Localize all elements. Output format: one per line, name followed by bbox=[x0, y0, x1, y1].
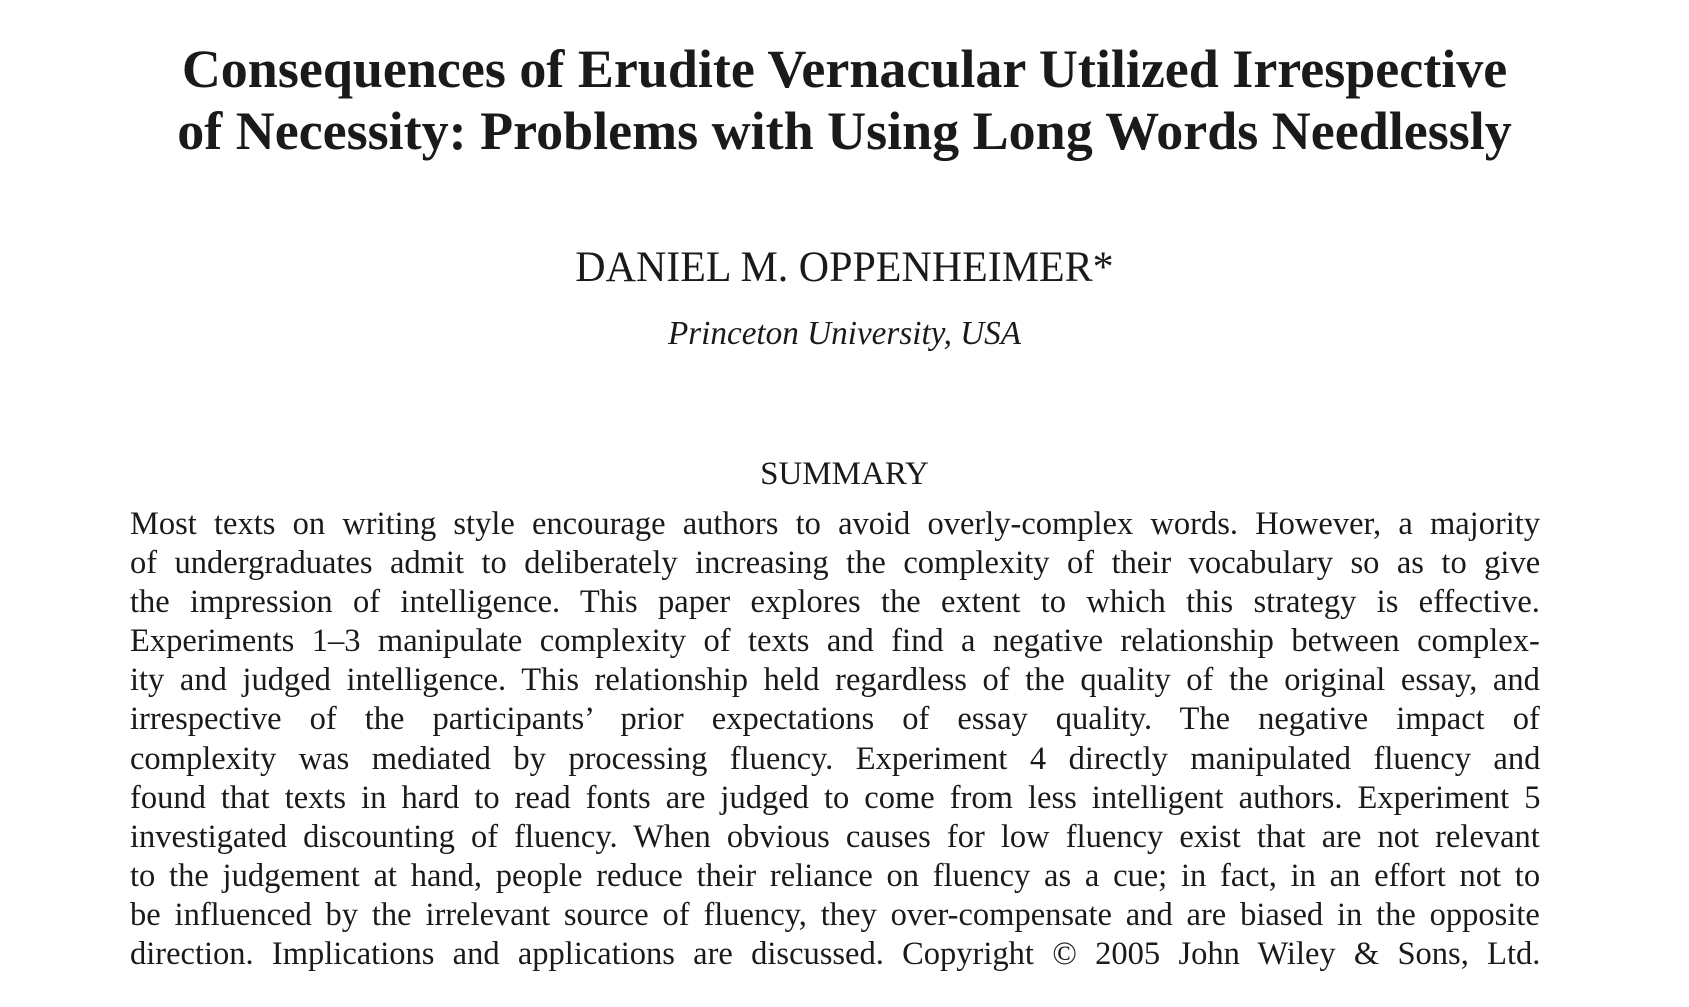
abstract-line: Experiments 1–3 manipulate complexity of texts and find a negative relationship between complex- bbox=[130, 623, 1540, 660]
abstract-line: of undergraduates admit to deliberately increasing the complexity of their vocabulary so as to give bbox=[130, 545, 1541, 582]
abstract-line: complexity was mediated by processing fluency. Experiment 4 directly manipulated fluency and bbox=[130, 740, 1541, 777]
abstract-line: be influenced by the irrelevant source of fluency, they over-compensate and are biased in the opposite bbox=[130, 896, 1540, 933]
paper-title bbox=[0, 38, 1689, 162]
abstract-line: ity and judged intelligence. This relationship held regardless of the quality of the original essay, and bbox=[130, 662, 1540, 699]
title-line: of Necessity: Problems with Using Long Words Needlessly bbox=[177, 101, 1512, 161]
abstract-line: the impression of intelligence. This paper explores the extent to which this strategy is effective. bbox=[130, 584, 1540, 621]
abstract-line: investigated discounting of fluency. When obvious causes for low fluency exist that are not relevant bbox=[130, 818, 1540, 855]
abstract-line: Most texts on writing style encourage authors to avoid overly-complex words. However, a majority bbox=[130, 506, 1541, 542]
summary-heading: SUMMARY bbox=[760, 456, 929, 492]
summary-abstract bbox=[130, 505, 1540, 974]
abstract-line: irrespective of the participants’ prior expectations of essay quality. The negative impact of bbox=[130, 701, 1540, 738]
title-line: Consequences of Erudite Vernacular Utilized Irrespective bbox=[181, 39, 1508, 99]
abstract-line: to the judgement at hand, people reduce their reliance on fluency as a cue; in fact, in an effort not to bbox=[130, 857, 1541, 894]
abstract-line: direction. Implications and applications are discussed. Copyright © 2005 John Wiley & Sons, Ltd. bbox=[130, 936, 1541, 973]
author-affiliation: Princeton University, USA bbox=[667, 315, 1022, 352]
author-name: DANIEL M. OPPENHEIMER* bbox=[575, 244, 1114, 291]
abstract-line: found that texts in hard to read fonts are judged to come from less intelligent authors. Experiment 5 bbox=[130, 779, 1541, 816]
